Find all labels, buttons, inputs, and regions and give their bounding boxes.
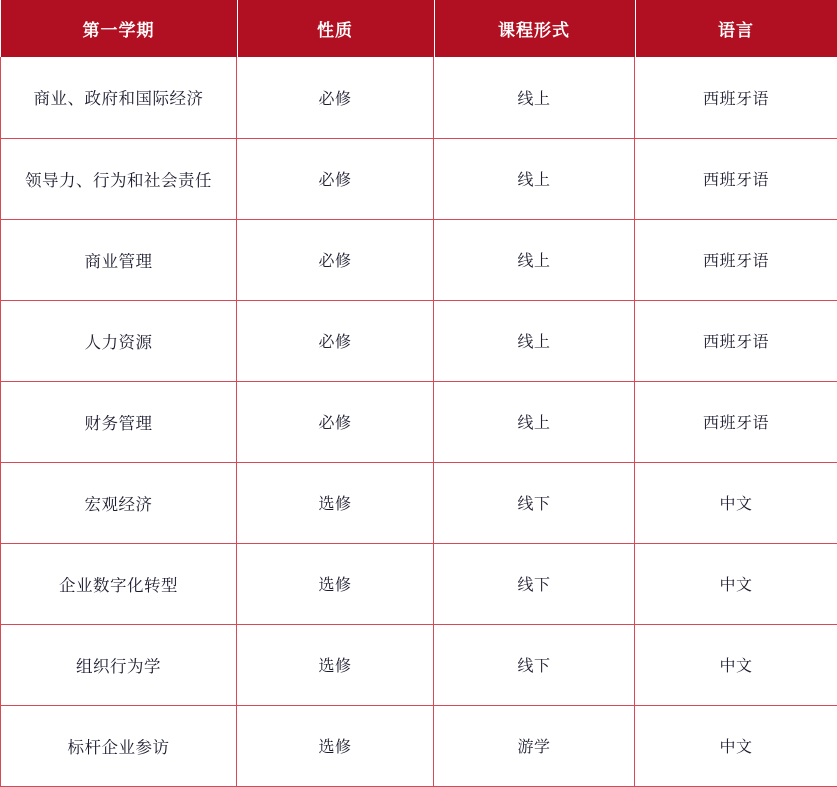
cell-course-format: 线上 xyxy=(434,57,635,138)
cell-course-format: 线下 xyxy=(434,624,635,705)
cell-course-name: 组织行为学 xyxy=(1,624,237,705)
table-row xyxy=(1,300,837,381)
cell-course-format: 线上 xyxy=(434,300,635,381)
column-header-format: 课程形式 xyxy=(434,0,635,57)
cell-course-name: 商业管理 xyxy=(1,219,237,300)
cell-course-language: 中文 xyxy=(635,624,837,705)
table-header xyxy=(1,0,837,57)
column-header-language: 语言 xyxy=(635,0,837,57)
cell-course-format: 线上 xyxy=(434,138,635,219)
table-body xyxy=(1,57,837,786)
cell-course-name: 人力资源 xyxy=(1,300,237,381)
table-row xyxy=(1,138,837,219)
cell-course-format: 游学 xyxy=(434,705,635,786)
cell-course-format: 线上 xyxy=(434,381,635,462)
cell-course-language: 西班牙语 xyxy=(635,57,837,138)
cell-course-name: 财务管理 xyxy=(1,381,237,462)
table-row xyxy=(1,462,837,543)
column-header-semester: 第一学期 xyxy=(1,0,237,57)
cell-course-name: 企业数字化转型 xyxy=(1,543,237,624)
cell-course-language: 西班牙语 xyxy=(635,219,837,300)
cell-course-nature: 必修 xyxy=(237,138,434,219)
cell-course-language: 中文 xyxy=(635,705,837,786)
cell-course-name: 商业、政府和国际经济 xyxy=(1,57,237,138)
cell-course-nature: 必修 xyxy=(237,300,434,381)
cell-course-name: 标杆企业参访 xyxy=(1,705,237,786)
cell-course-language: 西班牙语 xyxy=(635,300,837,381)
cell-course-nature: 必修 xyxy=(237,57,434,138)
cell-course-nature: 选修 xyxy=(237,462,434,543)
table-row xyxy=(1,543,837,624)
table-row xyxy=(1,219,837,300)
cell-course-nature: 必修 xyxy=(237,219,434,300)
cell-course-name: 领导力、行为和社会责任 xyxy=(1,138,237,219)
table-row xyxy=(1,705,837,786)
cell-course-language: 西班牙语 xyxy=(635,138,837,219)
table-header-row xyxy=(1,0,837,57)
cell-course-format: 线下 xyxy=(434,543,635,624)
cell-course-language: 中文 xyxy=(635,462,837,543)
table-row xyxy=(1,57,837,138)
cell-course-name: 宏观经济 xyxy=(1,462,237,543)
cell-course-nature: 必修 xyxy=(237,381,434,462)
column-header-nature: 性质 xyxy=(237,0,434,57)
cell-course-language: 西班牙语 xyxy=(635,381,837,462)
cell-course-format: 线上 xyxy=(434,219,635,300)
cell-course-format: 线下 xyxy=(434,462,635,543)
cell-course-nature: 选修 xyxy=(237,624,434,705)
cell-course-language: 中文 xyxy=(635,543,837,624)
cell-course-nature: 选修 xyxy=(237,543,434,624)
table-row xyxy=(1,624,837,705)
table-row xyxy=(1,381,837,462)
cell-course-nature: 选修 xyxy=(237,705,434,786)
